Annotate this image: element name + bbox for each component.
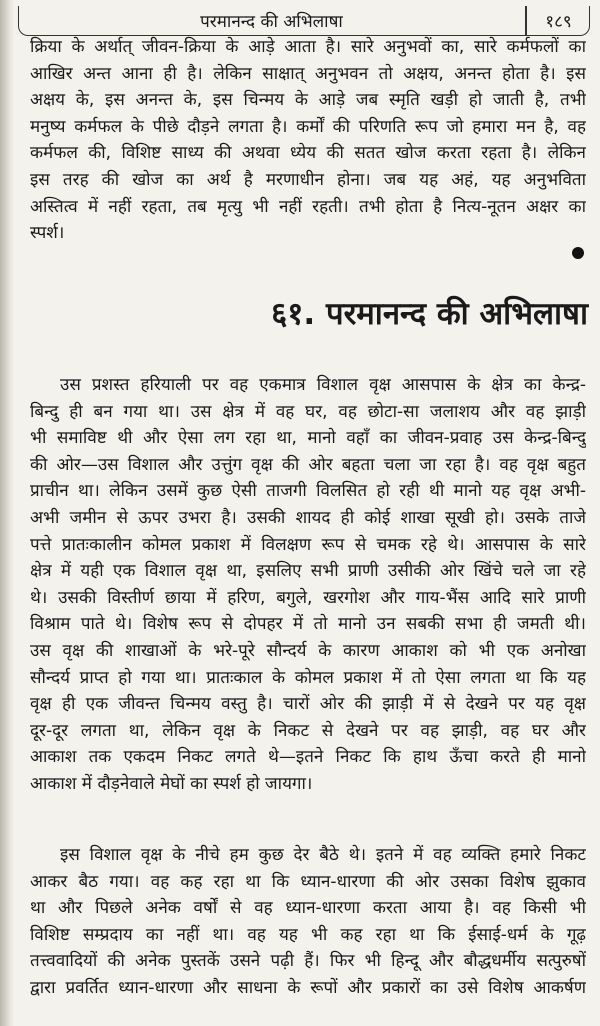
text-line: द्वारा प्रवर्तित ध्यान-धारणा और साधना के रूपों और प्रकारों का उसे विशेष आकर्षण (30, 977, 586, 998)
text-line: विश्राम पाते थे। विशेष रूप से दोपहर में तो मानो उन सबकी सभा ही जमती थी। (30, 614, 586, 635)
text-line: थे। उसकी विस्तीर्ण छाया में हरिण, बगुले, खरगोश और गाय-भैंस आदि सारे प्राणी (30, 587, 586, 608)
text-line: स्पर्श। (30, 223, 65, 244)
paragraph-meditation (30, 842, 586, 1002)
paragraph-continued (30, 34, 586, 247)
text-line: बिन्दु ही बन गया था। उस क्षेत्र में वह घर, वह छोटा-सा जलाशय और वह झाड़ी (30, 401, 586, 422)
text-line: अक्षय के, इस अनन्त के, इस चिन्मय के आड़े जब स्मृति खड़ी हो जाती है, तभी (30, 90, 586, 111)
text-line: क्रिया के अर्थात् जीवन-क्रिया के आड़े आता है। सारे अनुभवों का, सारे कर्मफलों का (30, 37, 586, 57)
text-line: अभी जमीन से ऊपर उभरा है। उसकी शायद ही कोई शाखा सूखी हो। उसके ताजे (30, 507, 586, 528)
text-line: कर्मफल की, विशिष्ट साध्य की अथवा ध्येय की सतत खोज करता रहता है। लेकिन (30, 143, 586, 164)
text-line: मनुष्य कर्मफल के पीछे दौड़ने लगता है। कर्मों की परिणति रूप जो हमारा मन है, वह (30, 116, 586, 137)
book-spine-shadow (0, 0, 14, 1026)
chapter-heading: ६१. परमानन्द की अभिलाषा (271, 296, 588, 332)
text-line: उस वृक्ष की शाखाओं के भरे-पूरे सौन्दर्य के कारण आकाश को भी एक अनोखा (30, 640, 586, 661)
section-end-bullet (572, 247, 584, 259)
text-line: वृक्ष ही एक जीवन्त चिन्मय वस्तु है। चारों ओर की झाड़ी में से देखने पर यह वृक्ष (30, 694, 586, 715)
text-line: पत्ते प्रातःकालीन कोमल प्रकाश में विलक्षण रूप से चमक रहे थे। आसपास के सारे (30, 534, 586, 555)
running-header (18, 6, 590, 36)
text-line: अस्तित्व में नहीं रहता, तब मृत्यु भी नहीं रहती। तभी होता है नित्य-नूतन अक्षर का (30, 196, 586, 217)
text-line: आकर बैठ गया। वह कह रहा था कि ध्यान-धारणा की ओर उसका विशेष झुकाव (30, 871, 586, 892)
text-line: दूर-दूर लगता था, लेकिन वृक्ष के निकट से देखने पर वह झाड़ी, वह घर और (30, 720, 586, 741)
text-line: प्राचीन था। लेकिन उसमें कुछ ऐसी ताजगी विलसित हो रही थी मानो यह वृक्ष अभी- (30, 481, 586, 502)
text-line: तत्त्ववादियों की अनेक पुस्तकें उसने पढ़ी हैं। फिर भी हिन्दू और बौद्धधर्मीय सत्पुरुषों (30, 951, 586, 972)
text-line: था और पिछले अनेक वर्षों से वह ध्यान-धारणा करता आया है। वह किसी भी (30, 898, 586, 919)
header-divider (525, 6, 527, 35)
text-line: आकाश में दौड़नेवाले मेघों का स्पर्श हो जायगा। (30, 773, 313, 794)
text-line: सौन्दर्य प्राप्त हो गया था। प्रातःकाल के कोमल प्रकाश में तो ऐसा लगता था कि यह (30, 667, 586, 688)
paragraph-tree (30, 372, 586, 798)
text-line: आखिर अन्त आना ही है। लेकिन साक्षात् अनुभवन तो अक्षय, अनन्त होता है। इस (30, 63, 586, 84)
page-number: १८९ (545, 12, 572, 32)
text-line: इस विशाल वृक्ष के नीचे हम कुछ देर बैठे थे। इतने में वह व्यक्ति हमारे निकट (60, 845, 586, 865)
text-line: उस प्रशस्त हरियाली पर वह एकमात्र विशाल वृक्ष आसपास के क्षेत्र का केन्द्र- (60, 375, 586, 395)
text-line: इस तरह की खोज का अर्थ है मरणाधीन होना। जब यह अहं, यह अनुभविता (30, 169, 586, 190)
text-line: आकाश तक एकदम निकट लगते थे—इतने निकट कि हाथ ऊँचा करते ही मानो (30, 747, 586, 768)
text-line: क्षेत्र में यही एक विशाल वृक्ष था, इसलिए सभी प्राणी उसीकी ओर खिंचे चले जा रहे (30, 561, 586, 582)
text-line: की ओर—उस विशाल और उत्तुंग वृक्ष की ओर बहता चला जा रहा है। वह वृक्ष बहुत (30, 454, 586, 475)
text-line: भी समाविष्ट थी और ऐसा लग रहा था, मानो वहाँ का जीवन-प्रवाह उस केन्द्र-बिन्दु (30, 428, 586, 449)
text-line: विशिष्ट सम्प्रदाय का नहीं था। वह यह भी कह रहा था कि ईसाई-धर्म के गूढ़ (30, 924, 586, 945)
running-header-title: परमानन्द की अभिलाषा (200, 12, 343, 32)
